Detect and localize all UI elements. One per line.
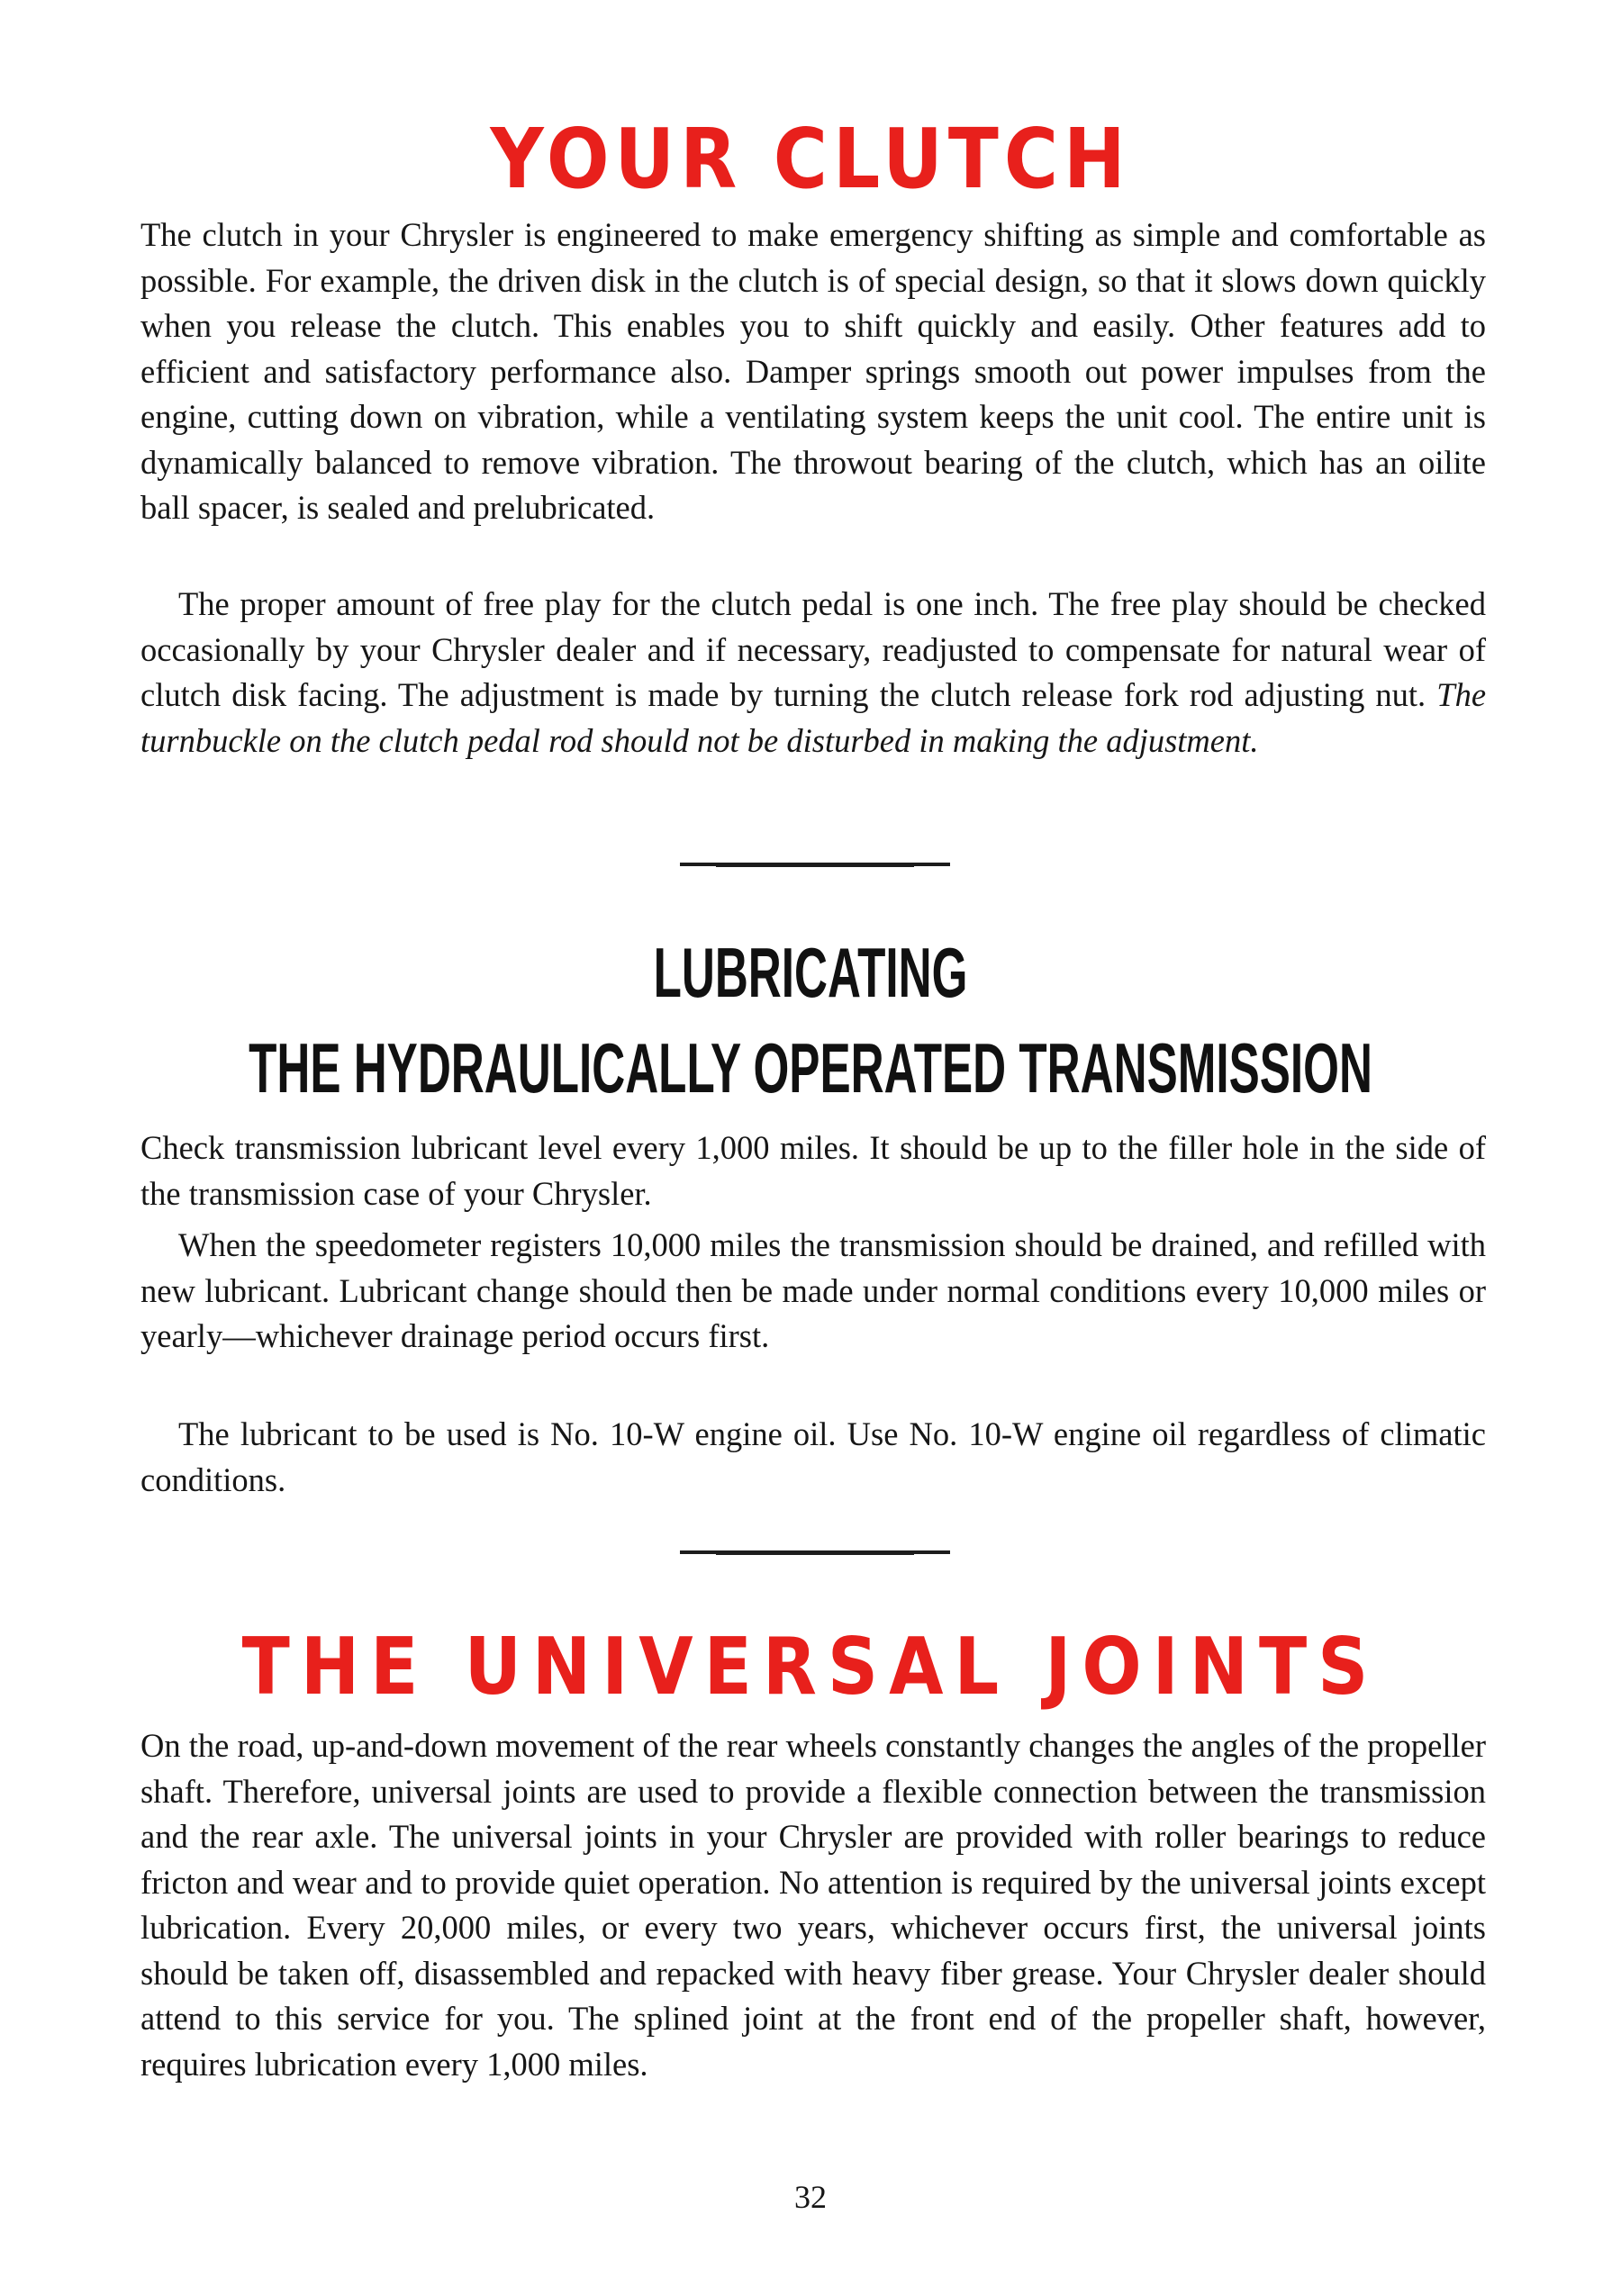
clutch-paragraph-2-italic: The turnbuckle on the clutch pedal rod should not be disturbed in making the adjustment. bbox=[140, 676, 1487, 759]
clutch-paragraph-2 bbox=[140, 582, 1486, 764]
universal-joints-heading: THE UNIVERSAL JOINTS bbox=[241, 1622, 1380, 1713]
clutch-heading: YOUR CLUTCH bbox=[490, 112, 1131, 208]
universal-joints-paragraph: On the road, up-and-down movement of the rear wheels constantly changes the angles of the propeller shaft. Therefore, universal joints are used to provide a flexible connection between the transmission and the rear axle. The universal joints in your Chrysler are provided with roller bearings to reduce fricton and wear and to provide quiet operation. No attention is required by the universal joints except lubrication. Every 20,000 miles, or every two years, whichever occurs first, the universal joints should be taken off, disassembled and repacked with heavy fiber grease. Your Chrysler dealer should attend to this service for you. The splined joint at the front end of the propeller shaft, however, requires lubrication every 1,000 miles. bbox=[140, 1727, 1486, 2083]
clutch-paragraph-1: The clutch in your Chrysler is engineered to make emergency shifting as simple and comfortable as possible. For example, the driven disk in the clutch is of special design, so that it slows down quickly when you release the clutch. This enables you to shift quickly and easily. Other features add to efficient and satisfactory performance also. Damper springs smooth out power impulses from the engine, cutting down on vibration, while a ventilating system keeps the unit cool. The entire unit is dynamically balanced to remove vibration. The throwout bearing of the clutch, which has an oilite ball spacer, is sealed and prelubricated. bbox=[140, 216, 1486, 526]
transmission-paragraph-2: When the speedometer registers 10,000 miles the transmission should be drained, and refilled with new lubricant. Lubricant change should then be made under normal conditions every 10,000 miles or yearly—whichever drainage period occurs first. bbox=[140, 1226, 1486, 1354]
transmission-heading-line-2: THE HYDRAULICALLY OPERATED TRANSMISSION bbox=[249, 1028, 1372, 1107]
section-divider bbox=[680, 1550, 950, 1554]
transmission-heading-line-1: LUBRICATING bbox=[653, 933, 968, 1012]
page-number: 32 bbox=[794, 2179, 827, 2215]
section-divider bbox=[680, 863, 950, 866]
transmission-paragraph-3: The lubricant to be used is No. 10-W engine oil. Use No. 10-W engine oil regardless of climatic conditions. bbox=[140, 1415, 1486, 1498]
transmission-paragraph-1: Check transmission lubricant level every 1,000 miles. It should be up to the filler hole in the side of the transmission case of your Chrysler. bbox=[140, 1129, 1486, 1212]
clutch-paragraph-2-text: The proper amount of free play for the clutch pedal is one inch. The free play should be checked occasionally by your Chrysler dealer and if necessary, readjusted to compensate for natural wear of clutch disk facing. The adjustment is made by turning the clutch release fork rod adjusting nut. bbox=[140, 585, 1486, 713]
